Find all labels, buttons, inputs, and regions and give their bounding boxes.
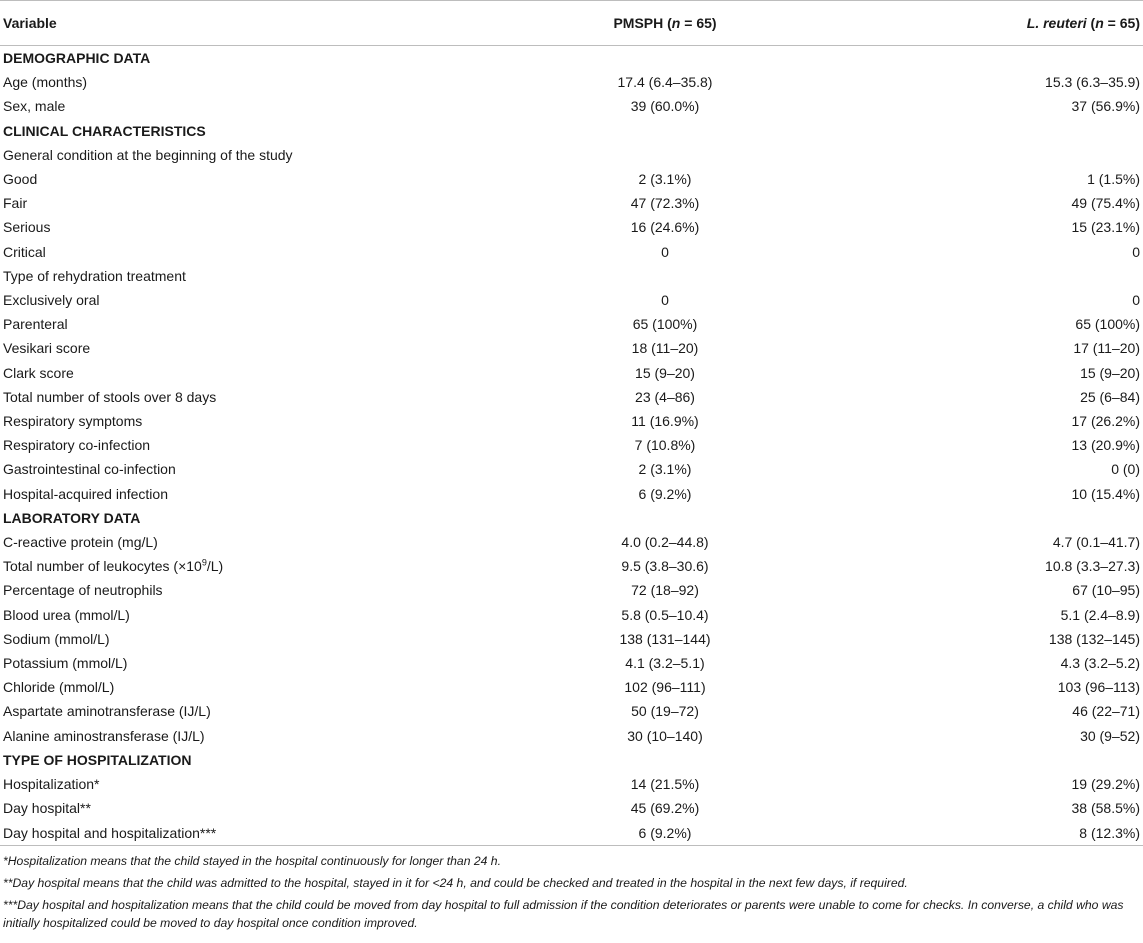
header-pmsph-n-suffix: = 65) — [680, 15, 717, 31]
cell-reuteri: 10 (15.4%) — [1071, 485, 1140, 502]
cell-pmsph: 18 (11–20) — [631, 340, 699, 357]
row-label-text: Aspartate aminotransferase (IJ/L) — [3, 703, 211, 720]
table-row — [0, 530, 1143, 554]
cell-pmsph — [440, 119, 890, 143]
table-row — [0, 288, 1143, 312]
cell-reuteri — [890, 46, 1143, 71]
header-reuteri-n-prefix: ( — [1086, 15, 1096, 31]
header-pmsph-n-prefix: ( — [667, 15, 672, 31]
row-label-text: Serious — [3, 219, 51, 236]
row-label — [0, 361, 440, 385]
section-row — [0, 748, 1143, 772]
cell-pmsph: 14 (21.5%) — [630, 776, 700, 793]
row-label-text: Clark score — [3, 364, 74, 381]
cell-pmsph: 47 (72.3%) — [630, 195, 700, 212]
row-label-text: Total number of stools over 8 days — [3, 388, 217, 405]
cell-reuteri: 0 (0) — [1111, 461, 1140, 478]
row-label-text: Exclusively oral — [3, 292, 100, 309]
row-label-text: Parenteral — [3, 316, 68, 333]
header-variable: Variable — [0, 1, 440, 46]
footnote-day-hospital-and-hospitalization: ***Day hospital and hospitalization means that the child could be moved from day hospital to full admission if the condition deteriorates or parents were unable to come for checks. In converse, a child who was initially hospitalized could be moved to day hospital once condition improved. — [3, 897, 1124, 930]
row-label-text: Total number of leukocytes (×10 — [3, 558, 202, 575]
cell-reuteri: 67 (10–95) — [1072, 582, 1140, 599]
row-label — [0, 264, 440, 288]
cell-pmsph: 15 (9–20) — [635, 364, 695, 381]
row-label-text: Day hospital** — [3, 800, 91, 817]
row-label — [0, 699, 440, 723]
row-label-text: Sodium (mmol/L) — [3, 630, 110, 647]
row-label-text: Hospitalization* — [3, 776, 100, 793]
section-row — [0, 46, 1143, 71]
cell-reuteri: 15.3 (6.3–35.9) — [1045, 74, 1140, 91]
row-label-text: Respiratory co-infection — [3, 437, 151, 454]
cell-reuteri: 49 (75.4%) — [1071, 195, 1140, 212]
cell-pmsph: 7 (10.8%) — [634, 437, 696, 454]
cell-reuteri: 8 (12.3%) — [890, 821, 1143, 846]
table-row — [0, 433, 1143, 457]
cell-reuteri: 17 (11–20) — [1073, 340, 1140, 357]
cell-reuteri: 25 (6–84) — [1080, 388, 1140, 405]
cell-reuteri: 1 (1.5%) — [1087, 171, 1140, 188]
cell-pmsph: 11 (16.9%) — [631, 413, 699, 430]
cell-pmsph: 72 (18–92) — [631, 582, 699, 599]
cell-pmsph: 6 (9.2%) — [440, 821, 890, 846]
row-label-text: Percentage of neutrophils — [3, 582, 163, 599]
cell-reuteri: 13 (20.9%) — [1071, 437, 1140, 454]
row-label — [0, 94, 440, 118]
cell-pmsph: 102 (96–111) — [624, 679, 706, 696]
footnote-hospitalization: *Hospitalization means that the child stayed in the hospital continuously for longer than 24 h. — [3, 853, 501, 868]
row-label-text: Good — [3, 171, 38, 188]
row-label-text: Vesikari score — [3, 340, 91, 357]
cell-pmsph — [440, 506, 890, 530]
cell-reuteri: 17 (26.2%) — [1071, 413, 1140, 430]
table-row — [0, 578, 1143, 602]
table-row — [0, 627, 1143, 651]
cell-reuteri — [890, 119, 1143, 143]
row-label — [0, 433, 440, 457]
table-row — [0, 336, 1143, 360]
row-label — [0, 409, 440, 433]
table-row — [0, 821, 1143, 846]
row-label — [0, 675, 440, 699]
cell-reuteri: 19 (29.2%) — [1071, 776, 1140, 793]
cell-reuteri: 0 — [1132, 243, 1140, 260]
section-heading — [0, 119, 440, 143]
cell-pmsph — [440, 748, 890, 772]
header-pmsph-n-var: n — [671, 15, 681, 31]
row-label — [0, 651, 440, 675]
row-label — [0, 821, 440, 846]
cell-pmsph: 138 (131–144) — [619, 630, 711, 647]
table-row — [0, 699, 1143, 723]
row-label — [0, 336, 440, 360]
cell-pmsph: 6 (9.2%) — [638, 485, 692, 502]
table-row — [0, 70, 1143, 94]
row-label-text: Fair — [3, 195, 28, 212]
row-label — [0, 457, 440, 481]
cell-pmsph: 0 — [661, 243, 669, 260]
table-row — [0, 724, 1143, 748]
cell-pmsph: 65 (100%) — [632, 316, 698, 333]
cell-reuteri: 15 (9–20) — [1080, 364, 1140, 381]
cell-reuteri: 37 (56.9%) — [1071, 98, 1140, 115]
table-row — [0, 94, 1143, 118]
row-label — [0, 167, 440, 191]
cell-pmsph: 9.5 (3.8–30.6) — [621, 558, 709, 575]
row-label — [0, 796, 440, 820]
cell-reuteri: 30 (9–52) — [1080, 727, 1140, 744]
row-label-text: Type of rehydration treatment — [3, 267, 186, 284]
row-label-text: Critical — [3, 243, 46, 260]
cell-reuteri: 103 (96–113) — [1057, 679, 1140, 696]
row-label-text: Hospital-acquired infection — [3, 485, 168, 502]
table-header — [0, 1, 1143, 46]
row-label — [0, 191, 440, 215]
cell-pmsph: 30 (10–140) — [627, 727, 703, 744]
table-row — [0, 554, 1143, 578]
table-row — [0, 312, 1143, 336]
section-heading — [0, 748, 440, 772]
header-row — [0, 1, 1143, 46]
table-row — [0, 167, 1143, 191]
cell-reuteri — [890, 143, 1143, 167]
cell-reuteri — [890, 506, 1143, 530]
row-label — [0, 578, 440, 602]
cell-reuteri: 5.1 (2.4–8.9) — [1060, 606, 1140, 623]
row-label — [0, 143, 440, 167]
row-label-text: Age (months) — [3, 74, 88, 91]
section-heading — [0, 46, 440, 71]
cell-reuteri — [890, 264, 1143, 288]
cell-pmsph: 50 (19–72) — [631, 703, 699, 720]
row-label-text: Alanine aminostransferase (IJ/L) — [3, 727, 205, 744]
row-label-text: CLINICAL CHARACTERISTICS — [3, 122, 206, 139]
cell-pmsph — [440, 264, 890, 288]
header-reuteri-n-var: n — [1095, 15, 1104, 31]
table-footnotes — [0, 846, 1143, 932]
cell-pmsph: 39 (60.0%) — [630, 98, 700, 115]
table-row — [0, 675, 1143, 699]
row-label — [0, 554, 440, 578]
table-row — [0, 215, 1143, 239]
row-label — [0, 530, 440, 554]
table-row — [0, 482, 1143, 506]
cell-pmsph: 2 (3.1%) — [638, 171, 692, 188]
table-row — [0, 651, 1143, 675]
header-reuteri-n-suffix: = 65) — [1103, 15, 1140, 31]
row-label — [0, 215, 440, 239]
cell-pmsph: 17.4 (6.4–35.8) — [617, 74, 713, 91]
cell-reuteri: 65 (100%) — [1075, 316, 1140, 333]
table-row — [0, 772, 1143, 796]
header-pmsph-name: PMSPH — [613, 15, 664, 31]
cell-pmsph — [440, 46, 890, 71]
cell-reuteri: 138 (132–145) — [1048, 630, 1140, 647]
cell-reuteri: 0 — [1132, 292, 1140, 309]
row-label-text: LABORATORY DATA — [3, 509, 141, 526]
row-label — [0, 772, 440, 796]
section-row — [0, 506, 1143, 530]
table-row — [0, 361, 1143, 385]
section-heading — [0, 506, 440, 530]
header-reuteri — [890, 1, 1143, 46]
table-row — [0, 457, 1143, 481]
row-label-text: DEMOGRAPHIC DATA — [3, 50, 151, 66]
row-label-text-after: /L) — [206, 558, 224, 575]
row-label-text: Day hospital and hospitalization*** — [3, 824, 217, 841]
table-row — [0, 796, 1143, 820]
table-row — [0, 240, 1143, 264]
cell-pmsph — [440, 143, 890, 167]
row-label — [0, 312, 440, 336]
cell-pmsph: 16 (24.6%) — [630, 219, 700, 236]
cell-pmsph: 4.0 (0.2–44.8) — [621, 534, 709, 551]
row-label — [0, 240, 440, 264]
cell-pmsph: 45 (69.2%) — [630, 800, 700, 817]
row-label-superscript: 9 — [201, 557, 207, 568]
row-label — [0, 482, 440, 506]
row-label — [0, 288, 440, 312]
row-label — [0, 724, 440, 748]
footnote-day-hospital: **Day hospital means that the child was admitted to the hospital, stayed in it for <24 h, and could be checked and treated in the hospital in the next few days, if required. — [3, 875, 908, 890]
table-body — [0, 46, 1143, 846]
row-label-text: Chloride (mmol/L) — [3, 679, 115, 696]
table-row — [0, 143, 1143, 167]
cell-pmsph: 2 (3.1%) — [638, 461, 692, 478]
cell-reuteri: 4.3 (3.2–5.2) — [1060, 655, 1140, 672]
row-label-text: Sex, male — [3, 98, 66, 115]
section-row — [0, 119, 1143, 143]
cell-reuteri: 10.8 (3.3–27.3) — [1045, 558, 1140, 575]
cell-reuteri — [890, 748, 1143, 772]
row-label — [0, 70, 440, 94]
row-label — [0, 603, 440, 627]
table-row — [0, 264, 1143, 288]
cell-pmsph: 0 — [661, 292, 669, 309]
row-label — [0, 627, 440, 651]
header-pmsph — [440, 1, 890, 46]
cell-pmsph: 23 (4–86) — [635, 388, 695, 405]
row-label-text: C-reactive protein (mg/L) — [3, 534, 158, 551]
table-row — [0, 409, 1143, 433]
row-label-text: TYPE OF HOSPITALIZATION — [3, 751, 192, 768]
cell-reuteri: 38 (58.5%) — [1071, 800, 1140, 817]
row-label-text: Potassium (mmol/L) — [3, 655, 128, 672]
cell-reuteri: 46 (22–71) — [1072, 703, 1140, 720]
table-row — [0, 385, 1143, 409]
cell-pmsph: 4.1 (3.2–5.1) — [625, 655, 705, 672]
row-label-text: Respiratory symptoms — [3, 413, 143, 430]
cell-reuteri: 15 (23.1%) — [1071, 219, 1140, 236]
row-label-text: Gastrointestinal co-infection — [3, 461, 176, 478]
row-label-text: General condition at the beginning of the study — [3, 146, 293, 163]
row-label — [0, 385, 440, 409]
cell-reuteri: 4.7 (0.1–41.7) — [1052, 534, 1140, 551]
row-label-text: Blood urea (mmol/L) — [3, 606, 130, 623]
table-row — [0, 603, 1143, 627]
cell-pmsph: 5.8 (0.5–10.4) — [621, 606, 709, 623]
header-reuteri-name: L. reuteri — [1026, 15, 1087, 31]
table-row — [0, 191, 1143, 215]
